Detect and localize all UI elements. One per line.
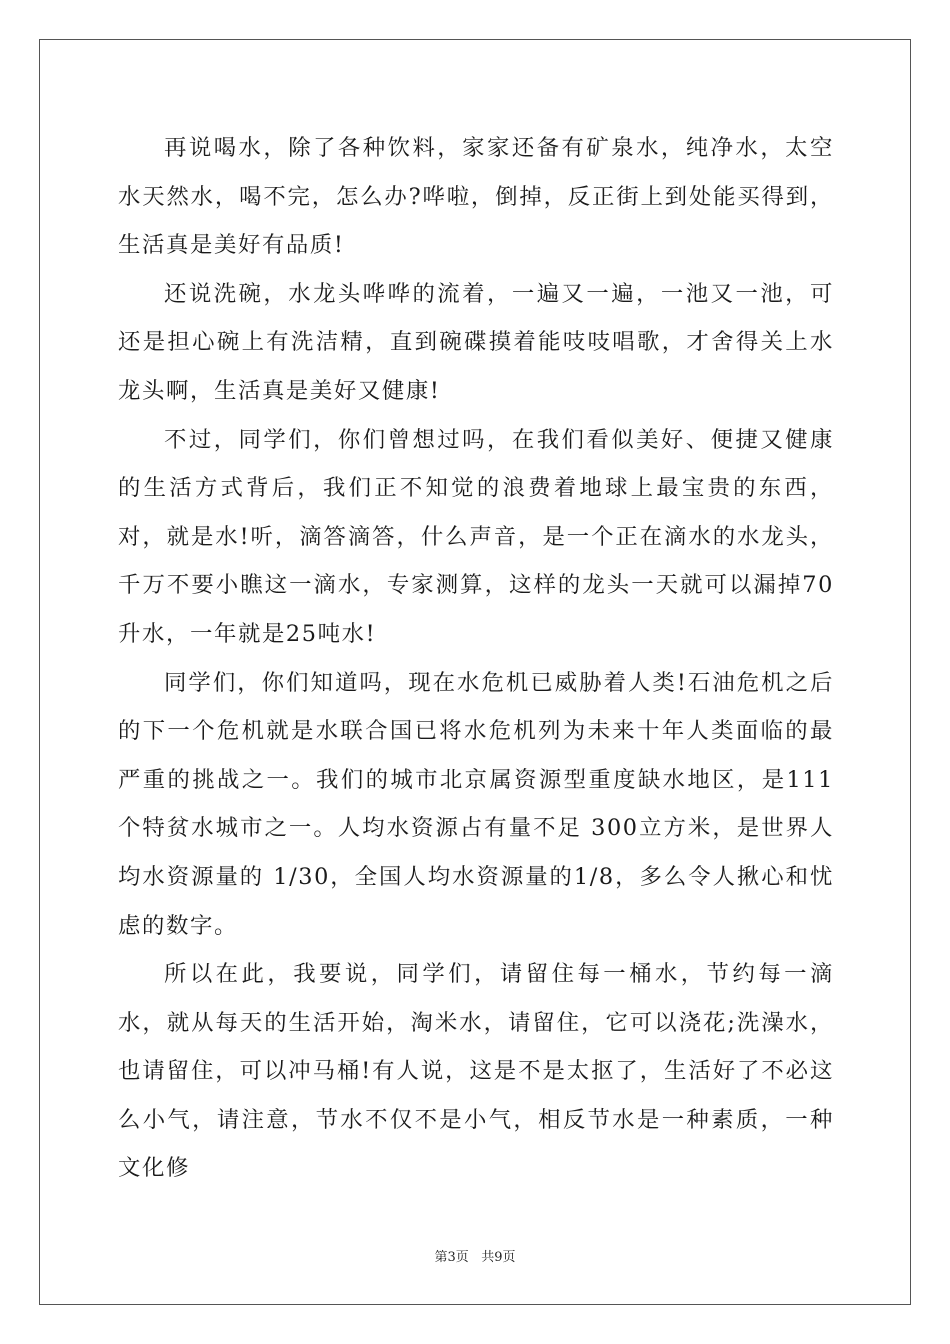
page-number: 第3页 <box>434 1250 469 1265</box>
page-footer <box>0 1246 950 1265</box>
paragraph-dish-washing: 还说洗碗，水龙头哗哗的流着，一遍又一遍，一池又一池，可还是担心碗上有洗洁精，直到碗碟摸着能吱吱唱歌，才舍得关上水龙头啊，生活真是美好又健康! <box>118 280 834 404</box>
document-body <box>118 124 834 1193</box>
paragraph-water-drinking: 再说喝水，除了各种饮料，家家还备有矿泉水，纯净水，太空水天然水，喝不完，怎么办?哗啦，倒掉，反正街上到处能买得到，生活真是美好有品质! <box>118 135 834 259</box>
page-total: 共9页 <box>481 1250 516 1265</box>
paragraph-dripping-faucet: 不过，同学们，你们曾想过吗，在我们看似美好、便捷又健康的生活方式背后，我们正不知觉的浪费着地球上最宝贵的东西，对，就是水!听，滴答滴答，什么声音，是一个正在滴水的水龙头，千万不要小瞧这一滴水，专家测算，这样的龙头一天就可以漏掉70升水，一年就是25吨水! <box>118 426 834 647</box>
paragraph-save-water: 所以在此，我要说，同学们，请留住每一桶水，节约每一滴水，就从每天的生活开始，淘米水，请留住，它可以浇花;洗澡水，也请留住，可以冲马桶!有人说，这是不是太抠了，生活好了不必这么小气，请注意，节水不仅不是小气，相反节水是一种素质，一种文化修 <box>118 961 834 1182</box>
paragraph-water-crisis: 同学们，你们知道吗，现在水危机已威胁着人类!石油危机之后的下一个危机就是水联合国已将水危机列为未来十年人类面临的最严重的挑战之一。我们的城市北京属资源型重度缺水地区，是111个特贫水城市之一。人均水资源占有量不足 300立方米，是世界人均水资源量的 1/30，全国人均水资源量的1/8，多么令人揪心和忧虑的数字。 <box>118 669 834 939</box>
